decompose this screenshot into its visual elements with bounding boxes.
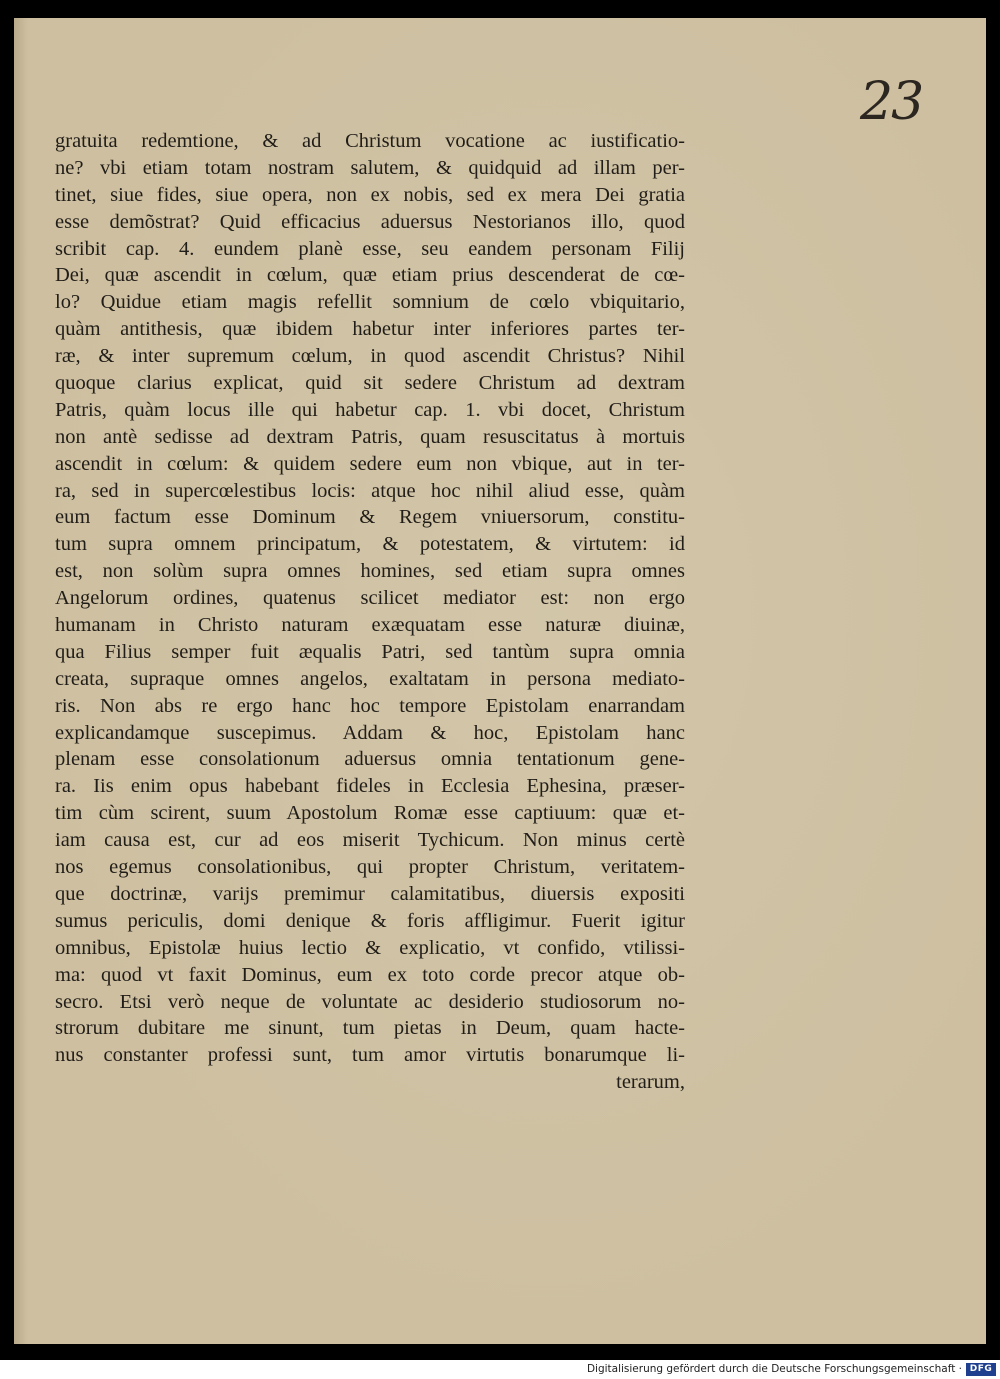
text-line: que doctrinæ, varijs premimur calamitatibus, diuersis expositi [55, 882, 685, 905]
text-line: Patris, quàm locus ille qui habetur cap. 1. vbi docet, Christum [55, 398, 685, 421]
text-line: omnibus, Epistolæ huius lectio & explicatio, vt confido, vtilissi- [55, 936, 685, 959]
text-line: eum factum esse Dominum & Regem vniuersorum, constitu- [55, 506, 685, 529]
text-line: est, non solùm supra omnes homines, sed etiam supra omnes [55, 560, 685, 583]
text-line: explicandamque suscepimus. Addam & hoc, Epistolam hanc [55, 721, 685, 744]
text-line: nus constanter professi sunt, tum amor virtutis bonarumque li- [55, 1044, 685, 1067]
text-line: Dei, quæ ascendit in cœlum, quæ etiam prius descenderat de cœ- [55, 264, 685, 287]
text-line: quàm antithesis, quæ ibidem habetur inter inferiores partes ter- [55, 318, 685, 341]
text-line: ascendit in cœlum: & quidem sedere eum non vbique, aut in ter- [55, 452, 685, 475]
text-line: ris. Non abs re ergo hanc hoc tempore Epistolam enarrandam [55, 694, 685, 717]
text-line: tum supra omnem principatum, & potestatem, & virtutem: id [55, 533, 685, 556]
text-line: secro. Etsi verò neque de voluntate ac desiderio studiosorum no- [55, 990, 685, 1013]
text-line: strorum dubitare me sinunt, tum pietas in Deum, quam hacte- [55, 1017, 685, 1040]
text-line: plenam esse consolationum aduersus omnia tentationum gene- [55, 748, 685, 771]
text-line: terarum, [616, 1071, 685, 1094]
text-line: quoque clarius explicat, quid sit sedere Christum ad dextram [55, 372, 685, 395]
text-line: scribit cap. 4. eundem planè esse, seu eandem personam Filij [55, 237, 685, 260]
dfg-logo: DFG [966, 1363, 996, 1376]
text-line: ra. Iis enim opus habebant fideles in Ecclesia Ephesina, præser- [55, 775, 685, 798]
digitization-credit: Digitalisierung gefördert durch die Deutsche Forschungsgemeinschaft · [586, 1363, 962, 1375]
text-line: ræ, & inter supremum cœlum, in quod ascendit Christus? Nihil [55, 345, 685, 368]
text-line: nos egemus consolationibus, qui propter Christum, veritatem- [55, 856, 685, 879]
page-number: 23 [860, 72, 923, 132]
page-text [55, 128, 685, 1096]
text-line: gratuita redemtione, & ad Christum vocatione ac iustificatio- [55, 130, 685, 152]
text-line: non antè sedisse ad dextram Patris, quam resuscitatus à mortuis [55, 425, 685, 448]
text-line: sumus periculis, domi denique & foris affligimur. Fuerit igitur [55, 909, 685, 932]
text-line: tinet, siue fides, siue opera, non ex nobis, sed ex mera Dei gratia [55, 183, 685, 206]
text-line: ra, sed in supercœlestibus locis: atque hoc nihil aliud esse, quàm [55, 479, 685, 502]
text-line: ne? vbi etiam totam nostram salutem, & quidquid ad illam per- [55, 156, 685, 179]
text-line: lo? Quidue etiam magis refellit somnium de cœlo vbiquitario, [55, 291, 685, 314]
text-line: Angelorum ordines, quatenus scilicet mediator est: non ergo [55, 587, 685, 610]
footer-bar [0, 1360, 1000, 1379]
scanned-page [14, 18, 986, 1344]
text-line: creata, supraque omnes angelos, exaltatam in persona mediato- [55, 667, 685, 690]
text-line: esse demõstrat? Quid efficacius aduersus Nestorianos illo, quod [55, 210, 685, 233]
text-line: qua Filius semper fuit æqualis Patri, sed tantùm supra omnia [55, 640, 685, 663]
text-line: humanam in Christo naturam exæquatam esse naturæ diuinæ, [55, 614, 685, 637]
text-line: iam causa est, cur ad eos miserit Tychicum. Non minus certè [55, 829, 685, 852]
text-line: tim cùm scirent, suum Apostolum Romæ esse captiuum: quæ et- [55, 802, 685, 825]
text-line: ma: quod vt faxit Dominus, eum ex toto corde precor atque ob- [55, 963, 685, 986]
